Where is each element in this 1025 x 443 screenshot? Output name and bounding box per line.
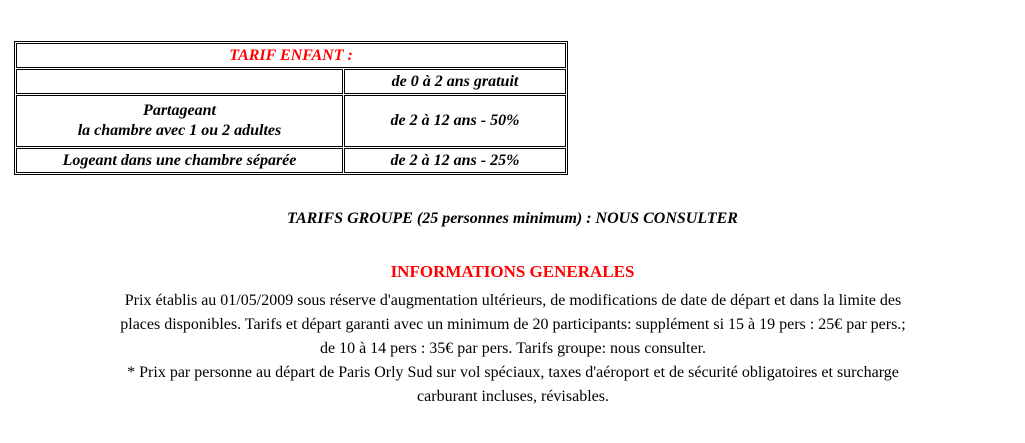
tarif-row-label-line: Partageant — [143, 102, 216, 119]
info-line: Prix établis au 01/05/2009 sous réserve d'augmentation ultérieurs, de modifications de date de départ et dans la limite des — [124, 292, 902, 309]
tarif-row-age-0-2 — [16, 69, 566, 94]
info-line: de 10 à 14 pers : 35€ par pers. Tarifs groupe: nous consulter. — [319, 340, 707, 357]
info-line: * Prix par personne au départ de Paris Orly Sud sur vol spéciaux, taxes d'aéroport et de sécurité obligatoires et surcharge — [127, 364, 899, 381]
informations-generales-title: INFORMATIONS GENERALES — [390, 262, 635, 281]
tarif-row-label — [16, 95, 343, 147]
info-line: carburant incluses, révisables. — [417, 388, 609, 405]
info-line: places disponibles. Tarifs et départ garanti avec un minimum de 20 participants: supplément si 15 à 19 pers : 25€ par pers.; — [120, 316, 906, 333]
tarif-enfant-table — [14, 41, 568, 175]
tarifs-groupe-heading: TARIFS GROUPE (25 personnes minimum) : NOUS CONSULTER — [287, 210, 738, 227]
tarif-row-value: de 2 à 12 ans - 25% — [344, 148, 566, 173]
tarif-row-value: de 2 à 12 ans - 50% — [344, 95, 566, 147]
tarif-row-value: de 0 à 2 ans gratuit — [344, 69, 566, 94]
informations-generales-body — [18, 289, 1008, 409]
tarif-enfant-title-row — [16, 43, 566, 68]
tarif-row-label: Logeant dans une chambre séparée — [16, 148, 343, 173]
tarif-enfant-title: TARIF ENFANT : — [16, 43, 566, 68]
tarif-row-label-line: la chambre avec 1 ou 2 adultes — [77, 122, 282, 139]
tarif-row-shared-room — [16, 95, 566, 147]
tarif-row-label-empty — [16, 69, 343, 94]
tarif-row-separate-room — [16, 148, 566, 173]
